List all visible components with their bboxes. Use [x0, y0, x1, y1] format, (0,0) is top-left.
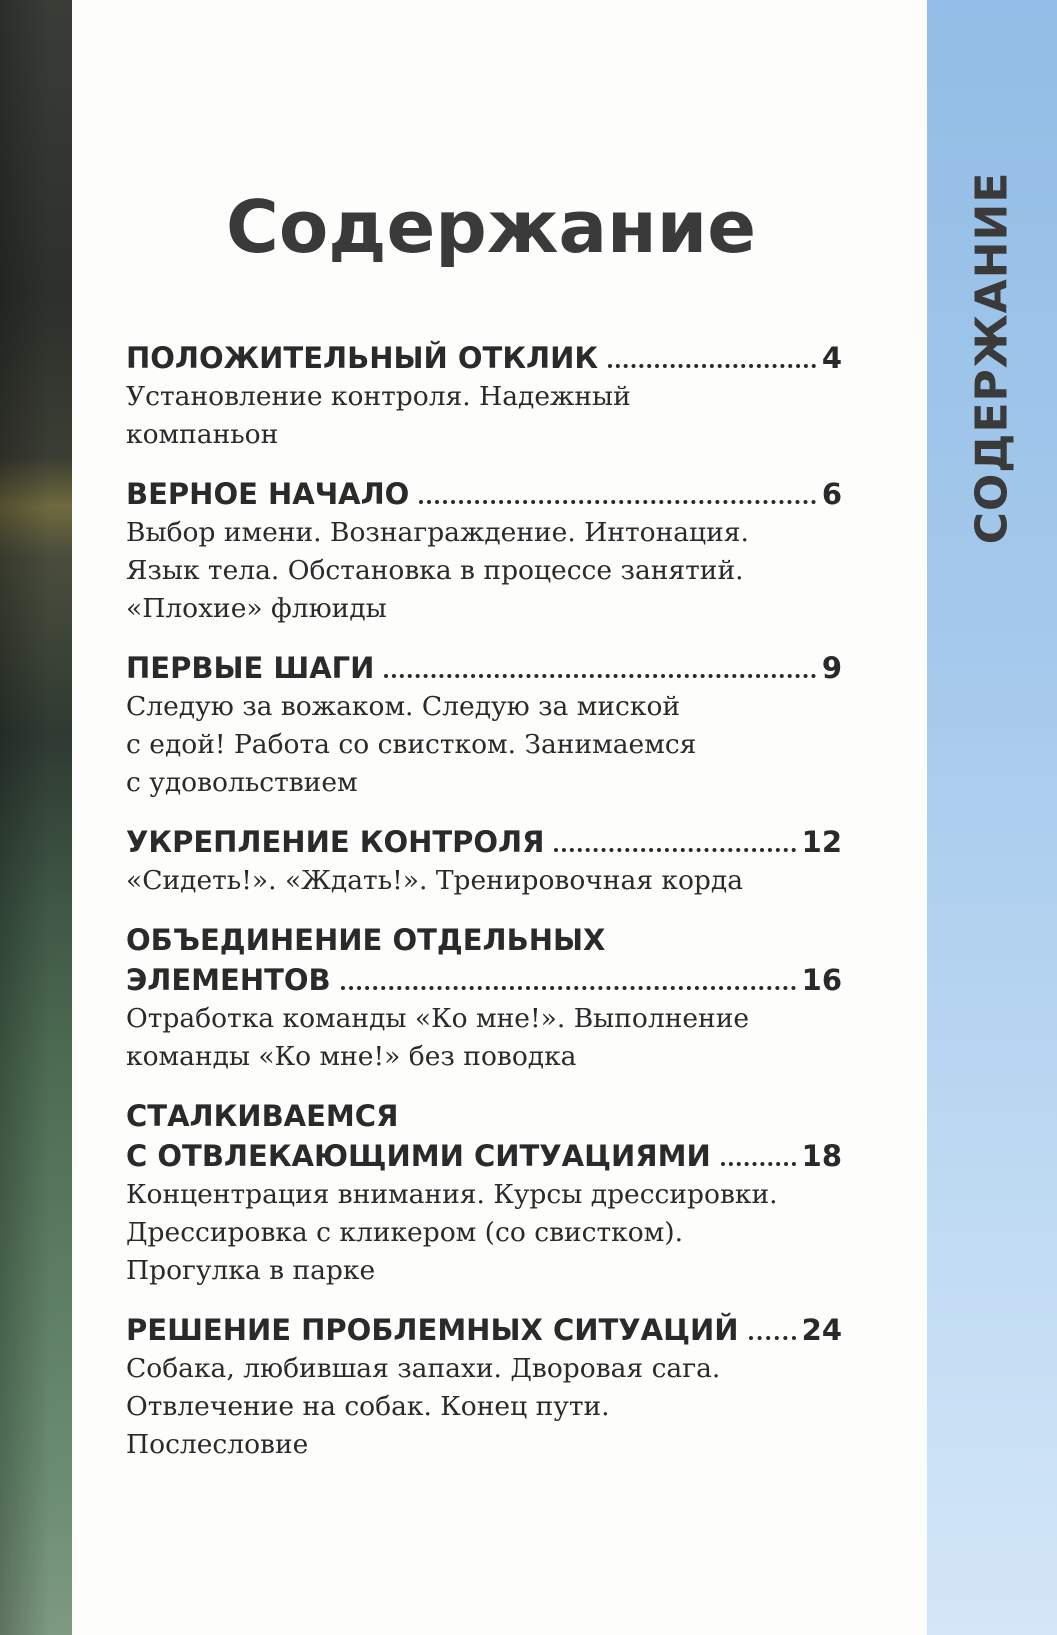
toc-heading-row — [126, 960, 842, 1000]
toc-heading: С ОТВЛЕКАЮЩИМИ СИТУАЦИЯМИ — [126, 1139, 711, 1173]
toc-heading: УКРЕПЛЕНИЕ КОНТРОЛЯ — [126, 825, 545, 859]
toc-subtopics-line: Язык тела. Обстановка в процессе занятий. — [126, 555, 744, 586]
toc-entry — [126, 1310, 842, 1464]
toc-subtopics-line: с удовольствием — [126, 767, 358, 798]
toc-subtopics-line: Отвлечение на собак. Конец пути. — [126, 1391, 610, 1422]
toc-subtopics-line: Отработка команды «Ко мне!». Выполнение — [126, 1003, 750, 1034]
dot-leader — [554, 848, 795, 852]
toc-heading-first-line: ОБЪЕДИНЕНИЕ ОТДЕЛЬНЫХ — [126, 923, 606, 957]
page-number: 9 — [821, 651, 842, 685]
toc-entry — [126, 474, 842, 628]
toc-heading: ПЕРВЫЕ ШАГИ — [126, 651, 375, 685]
toc-subtopics-line: Следую за вожаком. Следую за миской — [126, 691, 681, 722]
page-number: 4 — [821, 341, 842, 375]
toc-subtopics-line: Послесловие — [126, 1429, 309, 1460]
toc-heading-row — [126, 338, 842, 378]
page-number: 16 — [801, 963, 842, 997]
toc-subtopics-line: команды «Ко мне!» без поводка — [126, 1041, 577, 1072]
toc-heading-row — [126, 1136, 842, 1176]
page-number: 18 — [801, 1139, 842, 1173]
toc-entry — [126, 338, 842, 454]
toc-heading: ЭЛЕМЕНТОВ — [126, 963, 331, 997]
dot-leader — [419, 500, 815, 504]
toc-subtopics-line: Прогулка в парке — [126, 1255, 376, 1286]
toc-subtopics-line: «Плохие» флюиды — [126, 593, 387, 624]
toc-heading-row — [126, 1310, 842, 1350]
dot-leader — [341, 986, 796, 990]
toc-heading-row — [126, 474, 842, 514]
toc-entry — [126, 920, 842, 1076]
toc-heading: РЕШЕНИЕ ПРОБЛЕМНЫХ СИТУАЦИЙ — [126, 1313, 739, 1347]
toc-subtopics-line: Концентрация внимания. Курсы дрессировки. — [126, 1179, 778, 1210]
toc-subtopics-line: «Сидеть!». «Ждать!». Тренировочная корда — [126, 865, 744, 896]
toc-subtopics-line: с едой! Работа со свистком. Занимаемся — [126, 729, 697, 760]
dot-leader — [721, 1162, 796, 1166]
toc-entry — [126, 648, 842, 802]
toc-heading: ВЕРНОЕ НАЧАЛО — [126, 477, 410, 511]
dot-leader — [608, 364, 816, 368]
table-of-contents — [126, 338, 842, 1464]
page-number: 6 — [821, 477, 842, 511]
side-section-title: СОДЕРЖАНИЕ — [966, 171, 1018, 545]
toc-heading-row — [126, 648, 842, 688]
toc-heading: ПОЛОЖИТЕЛЬНЫЙ ОТКЛИК — [126, 341, 599, 375]
cover-photo-strip — [0, 0, 72, 1635]
toc-entry — [126, 1096, 842, 1290]
dot-leader — [749, 1336, 796, 1340]
toc-subtopics-line: Дрессировка с кликером (со свистком). — [126, 1217, 684, 1248]
toc-subtopics-line: Собака, любившая запахи. Дворовая сага. — [126, 1353, 721, 1384]
page-title: Содержание — [226, 185, 757, 269]
toc-subtopics-line: Установление контроля. Надежный — [126, 381, 631, 412]
dot-leader — [384, 674, 815, 678]
toc-heading-first-line: СТАЛКИВАЕМСЯ — [126, 1099, 399, 1133]
toc-heading-row — [126, 822, 842, 862]
toc-subtopics-line: Выбор имени. Вознаграждение. Интонация. — [126, 517, 749, 548]
toc-entry — [126, 822, 842, 900]
toc-subtopics-line: компаньон — [126, 419, 279, 450]
page-number: 24 — [801, 1313, 842, 1347]
page-number: 12 — [801, 825, 842, 859]
